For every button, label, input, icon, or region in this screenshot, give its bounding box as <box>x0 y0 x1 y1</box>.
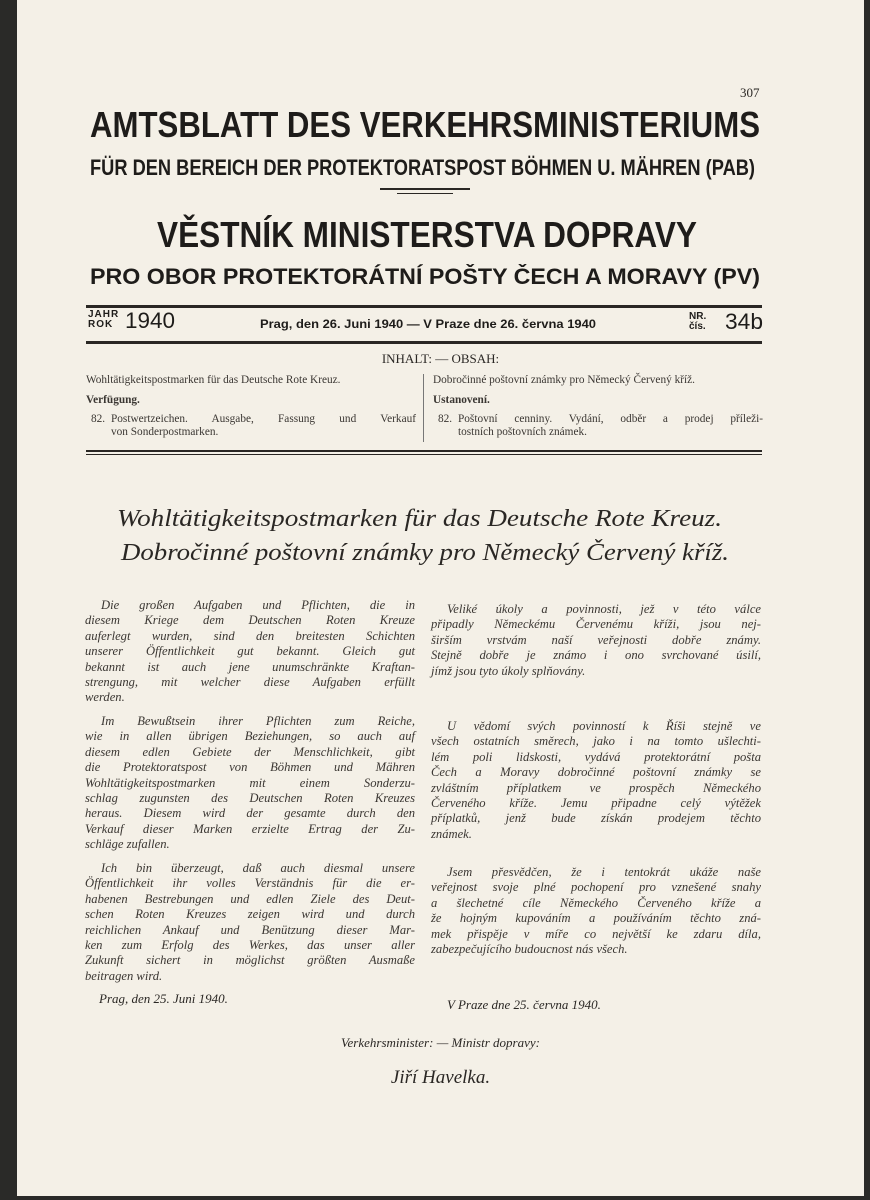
contents-cs: Dobročinné poštovní známky pro Německý Červený kříž. Ustanovení. 82. Poštovní cenniny. Vydání, odběr a prodej příleži- tostních poštovních známek. <box>433 374 763 438</box>
text-line: ken zum Erfolg des Werkes, das unser aller <box>85 937 415 952</box>
text-line: unserer Öffentlichkeit gut bekannt. Gleich gut <box>85 644 415 659</box>
text-line: Verkauf dieser Marken erzielte Ertrag der Zu- <box>85 821 415 836</box>
article-heading-de: Wohltätigkeitspostmarken für das Deutsche Rote Kreuz. <box>117 506 722 532</box>
masthead-title-cs: VĚSTNÍK MINISTERSTVA DOPRAVY <box>157 214 697 255</box>
date-de: Prag, den 25. Juni 1940. <box>99 991 228 1006</box>
masthead-subtitle-de: FÜR DEN BEREICH DER PROTEKTORATSPOST BÖHMEN U. MÄHREN (PAB) <box>90 155 755 180</box>
text-line: Die großen Aufgaben und Pflichten, die in <box>101 598 415 612</box>
text-line: auferlegt wurden, sind den breitesten Schichten <box>85 628 415 643</box>
text-line: heraus. Diesem wird der gesamte durch den <box>85 806 415 821</box>
text-line: schlag zugunsten des Deutschen Roten Kreuzes <box>85 790 415 805</box>
signatory-name: Jiří Havelka. <box>390 1067 491 1088</box>
text-line: Ich bin überzeugt, daß auch diesmal unsere <box>101 861 415 875</box>
paragraph <box>431 865 761 957</box>
text-line: schen Roten Kreuzes zeigen wird und durch <box>85 907 415 922</box>
text-line: Wohltätigkeitspostmarken mit einem Sonderzu- <box>85 775 415 790</box>
text-line: a šlechetné cíle Německého Červeného kříže a <box>431 895 761 910</box>
text-line: že hojným kupováním a používáním těchto zná- <box>431 911 761 926</box>
text-line: Červeného kříže. Jemu připadne celý výtěžek <box>431 795 761 810</box>
divider <box>86 305 762 308</box>
text-line: širším vrstvám naší veřejnosti dobře známy. <box>431 632 761 647</box>
text-line: Stejně dobře je známo i ono svrchované úsilí, <box>431 648 761 663</box>
document-page <box>17 0 864 1196</box>
text-line: diesem Kriege dem Deutschen Roten Kreuze <box>85 613 415 628</box>
issue-date: Prag, den 26. Juni 1940 — V Praze dne 26. června 1940 <box>260 317 596 331</box>
date-cs: V Praze dne 25. června 1940. <box>447 997 601 1012</box>
text-line: strengung, mit welcher diese Aufgaben erfüllt <box>85 674 415 689</box>
text-line: habenen Bestrebungen und edlen Ziele des Deut- <box>85 891 415 906</box>
text-line: wie in allen übrigen Beziehungen, so auch auf <box>85 729 415 744</box>
text-line: mek přispěje v míře co největší ke zdaru díla, <box>431 926 761 941</box>
text-line: příplatků, jenž bude získán prodejem těchto <box>431 811 761 826</box>
text-line: připadly Německému Červenému kříži, jsou nej- <box>431 617 761 632</box>
masthead-title-de: AMTSBLATT DES VERKEHRSMINISTERIUMS <box>90 104 760 145</box>
paragraph <box>431 719 761 842</box>
page-number: 307 <box>740 85 760 100</box>
text-line: všech ostatních směrech, jako i na tomto ušlechti- <box>431 734 761 749</box>
text-line: veřejnost svoje plné pochopení pro vznešené snahy <box>431 880 761 895</box>
text-line: Zukunft sichert in möglichst größten Ausmaße <box>85 953 415 968</box>
paragraph <box>431 602 761 679</box>
text-line: werden. <box>85 690 125 705</box>
paragraph <box>85 714 415 853</box>
text-line: Öffentlichkeit ihr volles Verständnis für die er- <box>85 876 415 891</box>
number-label: NR. čís. <box>689 311 707 332</box>
text-line: bekannt ist auch jene unumschränkte Kraftan- <box>85 659 415 674</box>
text-line: Jsem přesvědčen, že i tentokrát ukáže naše <box>447 865 761 879</box>
text-line: reichlichen Ankauf und Benützung dieser Mar- <box>85 922 415 937</box>
text-line: Čech a Moravy dobročinné poštovní známky se <box>431 765 761 780</box>
divider <box>380 188 470 190</box>
signatory-title: Verkehrsminister: — Ministr dopravy: <box>341 1035 540 1050</box>
text-line: schläge zufallen. <box>85 837 170 852</box>
text-line: die Protektoratspost von Böhmen und Mähren <box>85 760 415 775</box>
text-line: známek. <box>431 826 472 841</box>
text-line: U vědomí svých povinností k Říši stejně ve <box>447 719 761 733</box>
contents-de: Wohltätigkeitspostmarken für das Deutsche Rote Kreuz. Verfügung. 82. Postwertzeichen. Ausgabe, Fassung und Verkauf von Sonderpostmarken. <box>86 374 416 438</box>
text-line: zvláštním příplatkem ve prospěch Německého <box>431 780 761 795</box>
text-line: jímž jsou tyto úkoly splňovány. <box>431 663 586 678</box>
year: 1940 <box>125 308 175 333</box>
contents-heading: INHALT: — OBSAH: <box>381 351 500 366</box>
text-line: beitragen wird. <box>85 968 163 983</box>
masthead-subtitle-cs: PRO OBOR PROTEKTORÁTNÍ POŠTY ČECH A MORAVY (PV) <box>90 264 760 289</box>
text-line: Im Bewußtsein ihrer Pflichten zum Reiche, <box>101 714 415 728</box>
divider <box>397 193 453 194</box>
divider <box>86 454 762 455</box>
text-line: zabezpečujícího budoucnost nás všech. <box>431 941 628 956</box>
article-heading-cs: Dobročinné poštovní známky pro Německý Červený kříž. <box>121 540 729 566</box>
divider <box>86 450 762 452</box>
year-label: JAHR ROK <box>88 309 120 330</box>
text-line: diesem edlen Gebiete der Menschlichkeit, gibt <box>85 744 415 759</box>
paragraph <box>85 861 415 984</box>
paragraph <box>85 598 415 706</box>
issue-number: 34b <box>725 309 763 334</box>
text-line: lém poli lidskosti, vydává protektorátní pošta <box>431 749 761 764</box>
column-divider <box>423 374 424 442</box>
divider <box>86 341 762 344</box>
text-line: Veliké úkoly a povinnosti, jež v této válce <box>447 602 761 616</box>
